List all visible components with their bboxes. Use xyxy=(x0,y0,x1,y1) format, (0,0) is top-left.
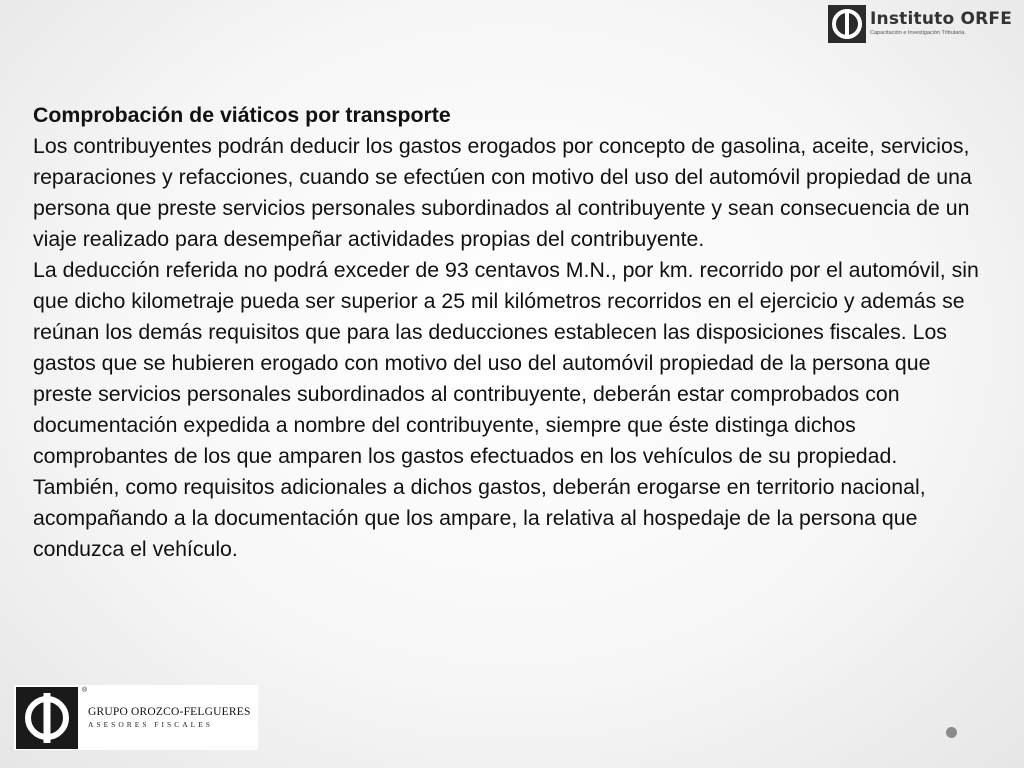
slide-content xyxy=(33,100,993,565)
company-subtitle: ASESORES FISCALES xyxy=(88,720,213,729)
slide-heading: Comprobación de viáticos por transporte xyxy=(33,103,451,127)
orozco-emblem-icon xyxy=(16,687,78,749)
slide-nav-dot[interactable] xyxy=(946,727,957,738)
grupo-orozco-felgueres-logo xyxy=(14,685,258,750)
logo-name: Instituto ORFE xyxy=(870,9,1013,30)
paragraph-1: Los contribuyentes podrán deducir los gastos erogados por concepto de gasolina, aceite, servicios, reparaciones y refacciones, cuando se efectúen con motivo del uso del automóvil propiedad de una persona que preste servicios personales subordinados al contribuyente y sean consecuencia de un viaje realizado para desempeñar actividades propias del contribuyente. xyxy=(33,134,972,251)
orfe-emblem-icon xyxy=(828,5,866,43)
registered-mark: ® xyxy=(82,687,88,694)
paragraph-3: También, como requisitos adicionales a dichos gastos, deberán erogarse en territorio nacional, acompañando a la documentación que los ampare, la relativa al hospedaje de la persona que conduzca el vehículo. xyxy=(33,475,926,561)
instituto-orfe-logo xyxy=(828,4,1018,44)
paragraph-2: La deducción referida no podrá exceder de 93 centavos M.N., por km. recorrido por el automóvil, sin que dicho kilometraje pueda ser superior a 25 mil kilómetros recorridos en el ejercicio y además se reúnan los demás requisitos que para las deducciones establecen las disposiciones fiscales. Los gastos que se hubieren erogado con motivo del uso del automóvil propiedad de la persona que preste servicios personales subordinados al contribuyente, deberán estar comprobados con documentación expedida a nombre del contribuyente, siempre que éste distinga dichos comprobantes de los que amparen los gastos efectuados en los vehículos de su propiedad. xyxy=(33,258,979,468)
logo-tagline: Capacitación e Investigación Tributaria. xyxy=(870,30,966,37)
company-name: GRUPO OROZCO-FELGUERES xyxy=(88,706,251,718)
